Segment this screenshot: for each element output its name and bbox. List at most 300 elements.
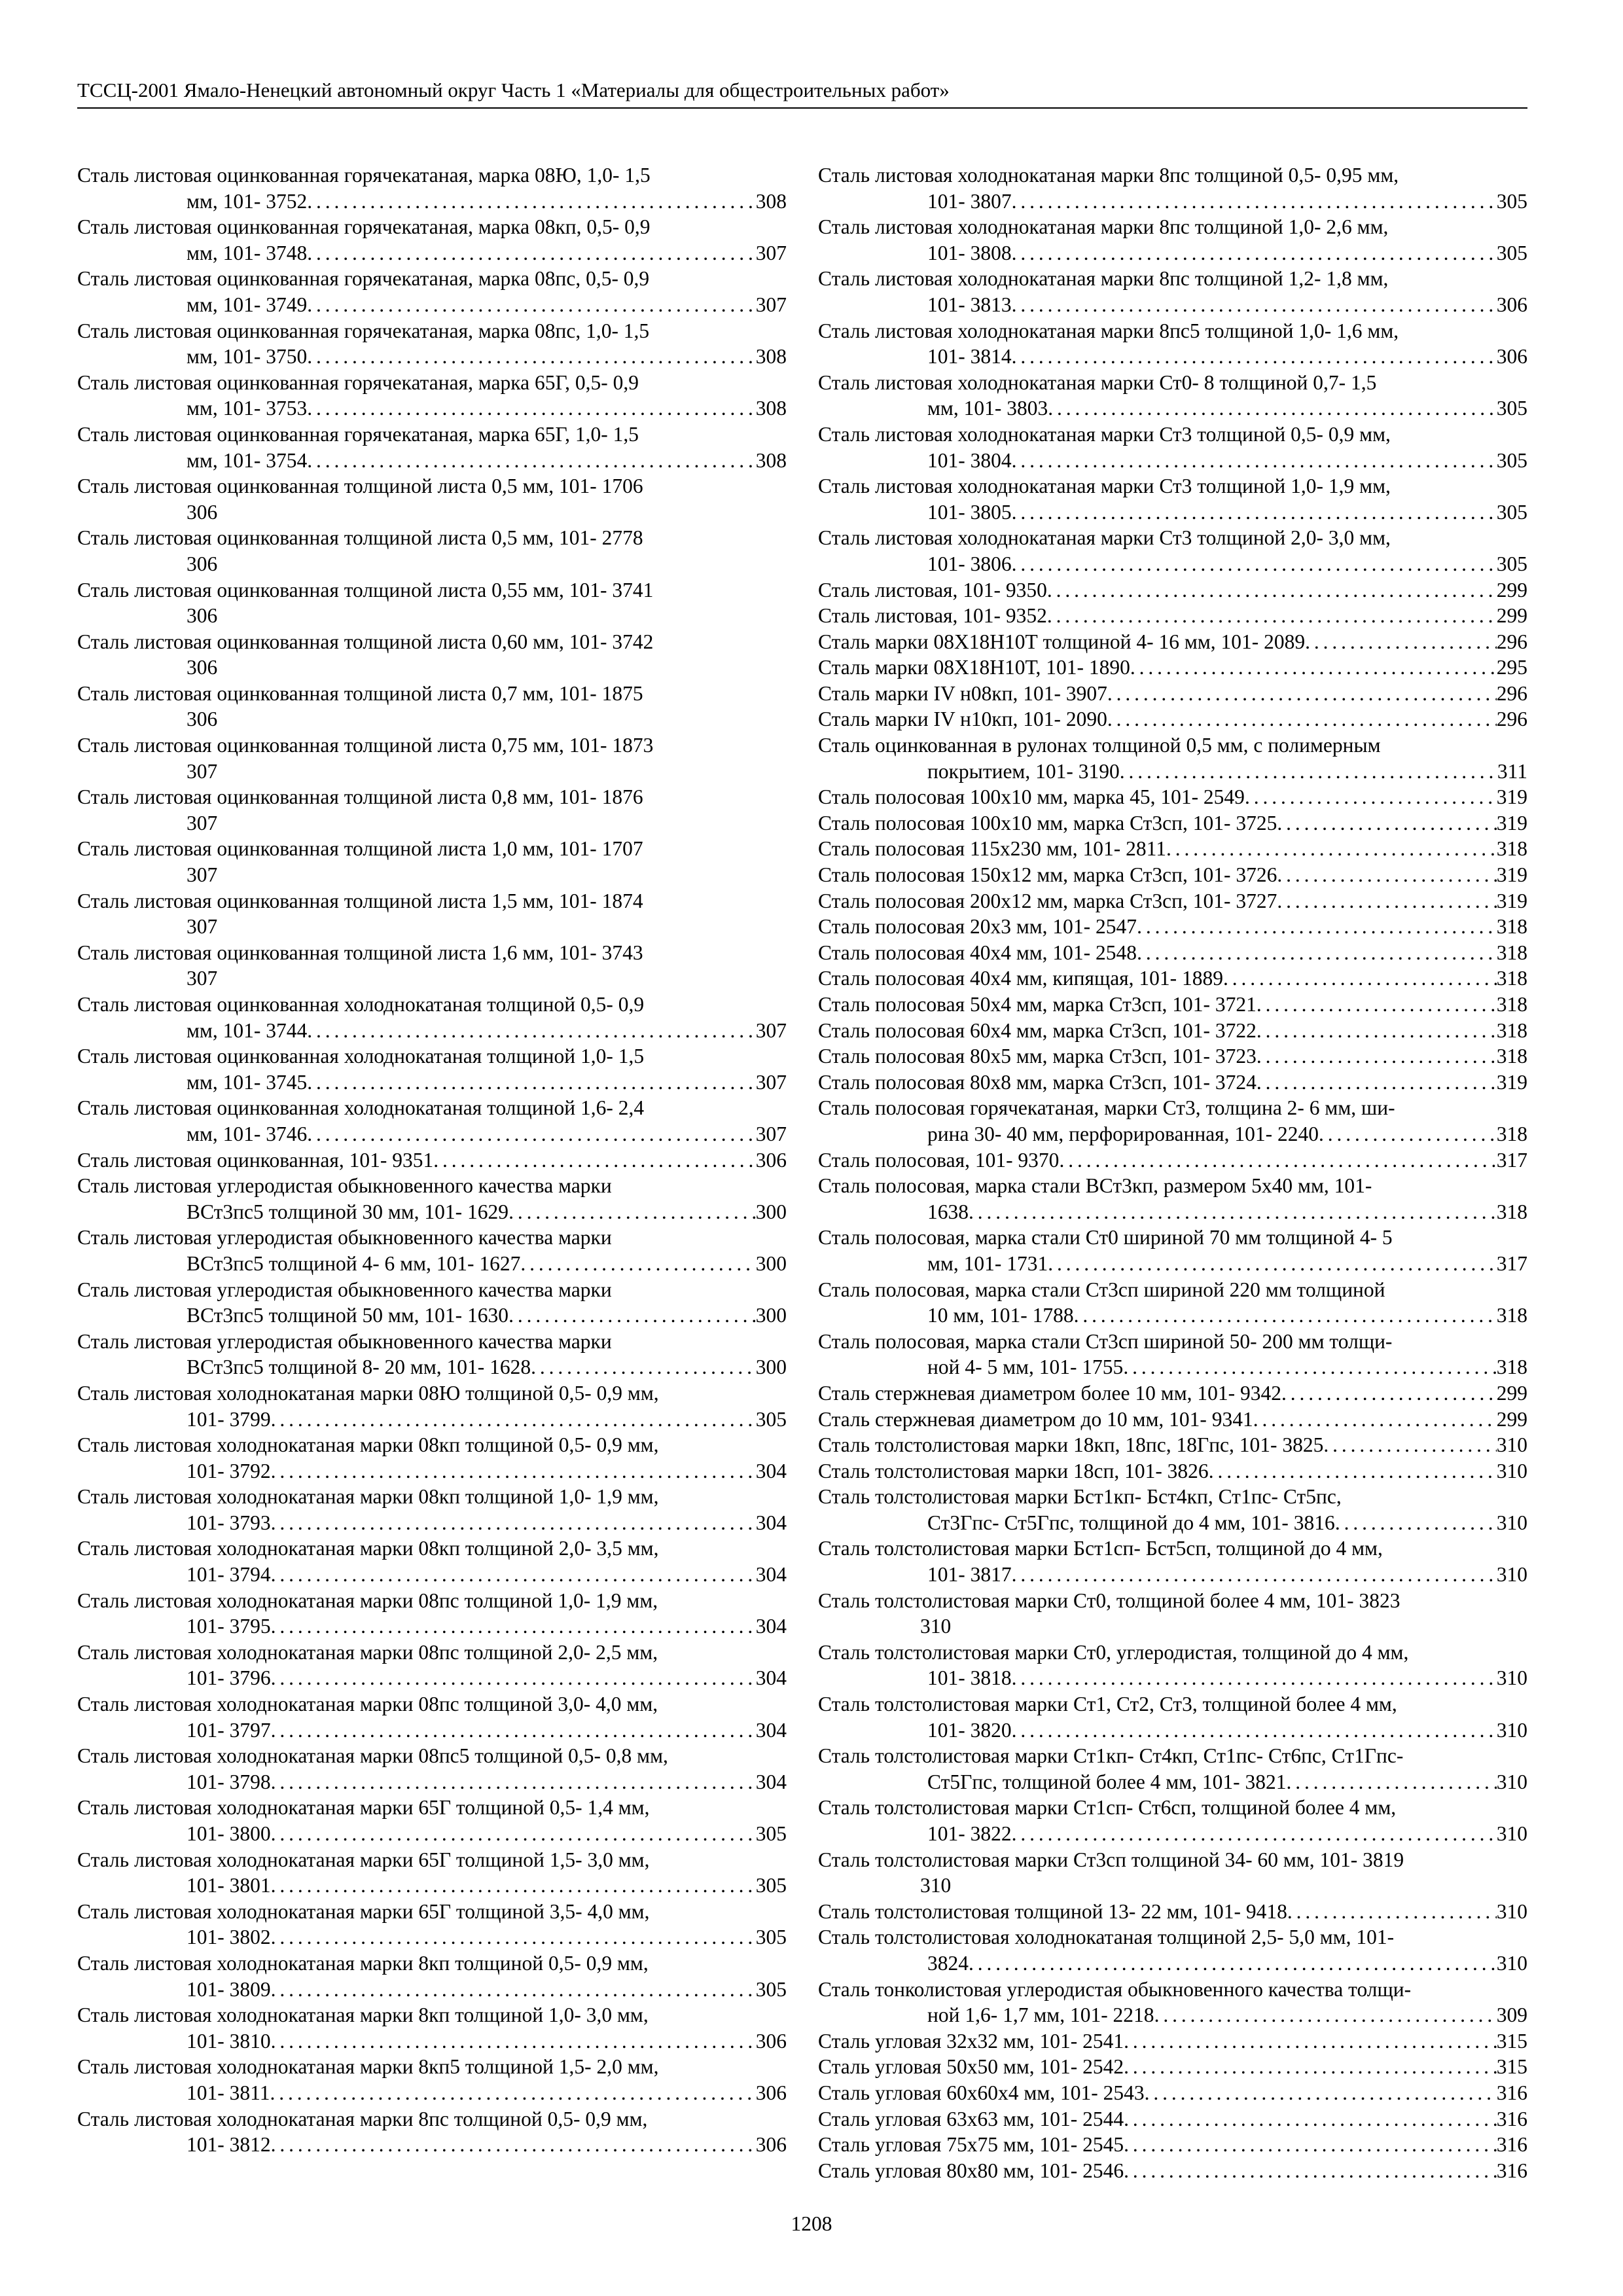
leader-dots (270, 2080, 755, 2106)
index-entry (77, 266, 787, 317)
index-page-ref: 319 (1496, 811, 1527, 834)
index-page-ref: 299 (1496, 1407, 1527, 1431)
index-entry-continuation (77, 1018, 787, 1044)
index-entry-text: Сталь полосовая 115х230 мм, 101- 2811 (818, 837, 1166, 861)
index-entry (77, 1795, 787, 1846)
index-entry-continuation (77, 2132, 787, 2158)
index-page-ref: 318 (1496, 1200, 1527, 1223)
index-entry (77, 318, 787, 370)
leader-dots (271, 1873, 756, 1899)
index-entry-continuation (77, 1873, 787, 1899)
leader-dots (307, 1069, 756, 1096)
index-entry (77, 1743, 787, 1795)
index-entry (818, 1147, 1527, 1174)
index-entry-line (818, 965, 1527, 992)
index-entry-tail: 101- 3810 (187, 2029, 271, 2053)
leader-dots (1012, 344, 1497, 370)
page-footer (0, 2211, 1623, 2237)
index-page-ref: 307 (755, 241, 787, 264)
index-entry (818, 681, 1527, 707)
index-entry (77, 422, 787, 473)
index-entry-text: Сталь листовая углеродистая обыкновенного качества марки (77, 1329, 612, 1353)
index-entry-text: Сталь толстолистовая марки Ст1, Ст2, Ст3, толщиной более 4 мм, (818, 1693, 1397, 1716)
index-entry-tail: 101- 3802 (187, 1926, 271, 1949)
leader-dots (307, 292, 756, 318)
index-entry (818, 370, 1527, 422)
index-entry-tail: 101- 3801 (187, 1874, 271, 1897)
index-entry-tail: 101- 3804 (927, 448, 1012, 472)
index-entry-text: Сталь полосовая 40х4 мм, кипящая, 101- 1889 (818, 967, 1224, 990)
index-entry-text: Сталь листовая холоднокатаная марки 08пс толщиной 3,0- 4,0 мм, (77, 1693, 658, 1716)
index-entry-text: Сталь листовая холоднокатаная марки 08Ю толщиной 0,5- 0,9 мм, (77, 1381, 659, 1405)
index-entry-line (818, 1380, 1527, 1407)
index-entry-text: Сталь угловая 60х60х4 мм, 101- 2543 (818, 2081, 1145, 2104)
index-entry-line (818, 2158, 1527, 2184)
leader-dots (1287, 1769, 1497, 1795)
leader-dots (1223, 965, 1497, 992)
index-page-ref: 305 (1496, 397, 1527, 420)
index-entry-tail: 101- 3809 (187, 1977, 271, 2001)
index-entry-tail: мм, 101- 3750 (187, 345, 308, 368)
leader-dots (307, 188, 756, 215)
index-entry-line (818, 1018, 1527, 1044)
index-entry (77, 888, 787, 940)
index-entry-tail: 101- 3795 (187, 1615, 271, 1638)
index-entry (818, 1535, 1527, 1587)
index-page-ref: 316 (1496, 2081, 1527, 2104)
index-entry-text: Сталь листовая холоднокатаная марки 8пс толщиной 0,5- 0,9 мм, (77, 2107, 648, 2130)
index-entry-text: Сталь толстолистовая марки Ст1сп- Ст6сп, толщиной более 4 мм, (818, 1796, 1397, 1820)
index-page-ref: 296 (1496, 630, 1527, 653)
leader-dots (1287, 1899, 1497, 1925)
index-entry-text: Сталь листовая, 101- 9350 (818, 578, 1047, 601)
index-page-ref: 306 (187, 656, 218, 679)
index-page-ref: 300 (755, 1304, 787, 1327)
index-entry-continuation (77, 1562, 787, 1588)
index-page-ref: 306 (755, 2029, 787, 2053)
index-page-ref: 310 (1496, 1666, 1527, 1690)
leader-dots (1323, 1432, 1496, 1458)
index-entry (818, 992, 1527, 1018)
leader-dots (307, 240, 756, 266)
index-page-ref: 307 (755, 1018, 787, 1042)
index-page-ref: 306 (187, 604, 218, 628)
leader-dots (1124, 2028, 1497, 2054)
index-entry-text: Сталь листовая холоднокатаная марки Ст3 толщиной 2,0- 3,0 мм, (818, 526, 1391, 550)
index-page-ref: 319 (1496, 1070, 1527, 1094)
leader-dots (1245, 784, 1497, 810)
index-entry-text: Сталь листовая оцинкованная толщиной листа 0,5 мм, 101- 2778 (77, 526, 643, 550)
leader-dots (1257, 1043, 1497, 1069)
index-entry-tail: 101- 3792 (187, 1459, 271, 1482)
index-entry (77, 681, 787, 732)
index-entry (818, 1795, 1527, 1846)
index-page-ref: 307 (187, 967, 218, 990)
index-entry-text: Сталь листовая оцинкованная толщиной листа 0,5 мм, 101- 1706 (77, 475, 643, 498)
index-entry-tail: 101- 3820 (927, 1718, 1012, 1742)
index-entry (818, 732, 1527, 784)
index-page-ref: 308 (755, 397, 787, 420)
index-page-ref: 310 (1496, 1459, 1527, 1482)
index-page-ref: 307 (187, 811, 218, 834)
index-entry-continuation (818, 759, 1527, 785)
index-page-ref: 307 (187, 915, 218, 939)
index-entry-tail: ной 1,6- 1,7 мм, 101- 2218 (927, 2003, 1154, 2027)
index-page-ref: 308 (755, 189, 787, 213)
index-entry (818, 603, 1527, 629)
index-page-ref: 306 (187, 552, 218, 575)
leader-dots (307, 1121, 756, 1147)
leader-dots (1123, 1354, 1496, 1380)
leader-dots (531, 1354, 756, 1380)
index-entry-continuation (77, 1821, 787, 1847)
index-page-ref: 310 (1496, 1718, 1527, 1742)
index-entry (818, 784, 1527, 810)
index-entry-line (818, 577, 1527, 603)
leader-dots (271, 1977, 756, 2003)
leader-dots (271, 2028, 756, 2054)
index-page-ref: 310 (1496, 1433, 1527, 1457)
index-entry (77, 1950, 787, 2002)
index-entry-line (818, 1899, 1527, 1925)
index-entry-tail: мм, 101- 3746 (187, 1122, 308, 1145)
leader-dots (1277, 888, 1496, 914)
index-entry-tail: 101- 3813 (927, 293, 1012, 316)
index-entry-text: Сталь листовая холоднокатаная марки 8пс толщиной 0,5- 0,95 мм, (818, 164, 1399, 187)
index-entry-text: Сталь листовая оцинкованная толщиной листа 0,7 мм, 101- 1875 (77, 681, 643, 705)
leader-dots (1048, 1251, 1497, 1277)
leader-dots (1124, 2132, 1497, 2158)
index-entry-text: Сталь толстолистовая марки Ст0, толщиной более 4 мм, 101- 3823 (818, 1588, 1400, 1612)
index-entry-continuation (77, 1458, 787, 1484)
index-page-ref: 317 (1496, 1251, 1527, 1275)
index-entry-text: Сталь полосовая 80х5 мм, марка Ст3сп, 101- 3723 (818, 1045, 1257, 1068)
index-page-ref: 317 (1496, 1148, 1527, 1172)
leader-dots (1124, 2054, 1497, 2080)
index-entry (818, 1432, 1527, 1458)
index-page-ref: 307 (187, 863, 218, 887)
leader-dots (271, 1821, 756, 1847)
index-entry-tail: ВСт3пс5 толщиной 50 мм, 101- 1630 (187, 1304, 509, 1327)
index-entry-line (818, 2132, 1527, 2158)
leader-dots (1305, 629, 1497, 655)
leader-dots (271, 1665, 756, 1691)
index-entry (818, 2028, 1527, 2054)
index-entry-tail: мм, 101- 3749 (187, 293, 308, 316)
leader-dots (1012, 188, 1497, 215)
index-entry-text: Сталь угловая 50х50 мм, 101- 2542 (818, 2055, 1124, 2079)
index-entry-continuation (77, 1251, 787, 1277)
index-entry-line (818, 706, 1527, 732)
index-page-ref: 308 (755, 345, 787, 368)
leader-dots (1012, 240, 1497, 266)
index-page-ref: 315 (1496, 2029, 1527, 2053)
index-entry-text: Сталь листовая оцинкованная толщиной листа 1,0 мм, 101- 1707 (77, 837, 643, 861)
index-entry-tail: ной 4- 5 мм, 101- 1755 (927, 1355, 1124, 1379)
index-page-ref: 318 (1496, 1355, 1527, 1379)
index-entry (818, 914, 1527, 940)
index-page-ref: 318 (1496, 837, 1527, 861)
index-entry (818, 1018, 1527, 1044)
index-entry-text: Сталь толстолистовая марки 18кп, 18пс, 18Гпс, 101- 3825 (818, 1433, 1324, 1457)
index-entry-text: Сталь листовая холоднокатаная марки 65Г толщиной 1,5- 3,0 мм, (77, 1848, 650, 1871)
index-entry (818, 940, 1527, 966)
index-entry-text: Сталь полосовая 80х8 мм, марка Ст3сп, 101- 3724 (818, 1070, 1257, 1094)
index-page-ref: 316 (1496, 2133, 1527, 2157)
leader-dots (271, 1510, 756, 1536)
index-entry-tail: покрытием, 101- 3190 (927, 759, 1120, 783)
leader-dots (1253, 1407, 1497, 1433)
index-entry (818, 1380, 1527, 1407)
index-entry-text: Сталь угловая 80х80 мм, 101- 2546 (818, 2159, 1124, 2182)
index-entry (818, 1043, 1527, 1069)
index-entry-continuation (77, 1407, 787, 1433)
index-entry-line (818, 2028, 1527, 2054)
index-page-ref: 305 (1496, 552, 1527, 575)
index-entry (818, 1095, 1527, 1147)
leader-dots (1137, 914, 1497, 940)
leader-dots (1257, 992, 1497, 1018)
index-entry (818, 473, 1527, 525)
index-entry (818, 1407, 1527, 1433)
index-page-ref: 307 (755, 293, 787, 316)
leader-dots (271, 1458, 756, 1484)
leader-dots (969, 1199, 1497, 1225)
index-entry-text: Сталь полосовая, 101- 9370 (818, 1148, 1060, 1172)
leader-dots (1012, 1821, 1497, 1847)
leader-dots (271, 1613, 756, 1640)
index-page-ref: 304 (755, 1459, 787, 1482)
index-entry-continuation (818, 499, 1527, 526)
index-entry-continuation (77, 2080, 787, 2106)
index-entry-line (77, 1147, 787, 1174)
index-page-ref: 305 (755, 1977, 787, 2001)
leader-dots (271, 1562, 756, 1588)
index-entry-line (818, 784, 1527, 810)
index-entry (818, 1924, 1527, 1976)
index-page-ref: 316 (1496, 2159, 1527, 2182)
index-entry-text: Сталь толстолистовая толщиной 13- 22 мм, 101- 9418 (818, 1899, 1287, 1923)
leader-dots (1124, 2158, 1497, 2184)
index-page-ref: 318 (1496, 967, 1527, 990)
index-entry-continuation (77, 1354, 787, 1380)
index-entry-line (818, 655, 1527, 681)
index-page-ref: 319 (1496, 863, 1527, 887)
index-entry-continuation (818, 292, 1527, 318)
index-entry-line (818, 992, 1527, 1018)
index-entry-continuation (77, 2028, 787, 2054)
index-page-ref: 299 (1496, 604, 1527, 628)
index-entry (77, 629, 787, 681)
leader-dots (1048, 395, 1497, 422)
index-entry-tail: 101- 3798 (187, 1770, 271, 1793)
index-entry-tail: мм, 101- 3753 (187, 397, 308, 420)
index-page-ref: 308 (755, 448, 787, 472)
index-entry-text: Сталь листовая углеродистая обыкновенного качества марки (77, 1226, 612, 1249)
leader-dots (508, 1302, 756, 1329)
index-page-ref: 306 (755, 2133, 787, 2157)
index-entry (818, 1977, 1527, 2028)
index-entry-text: Сталь листовая оцинкованная толщиной листа 0,60 мм, 101- 3742 (77, 630, 654, 653)
index-page-ref: 310 (1496, 1511, 1527, 1534)
index-entry-text: Сталь листовая холоднокатаная марки 08кп толщиной 0,5- 0,9 мм, (77, 1433, 659, 1457)
leader-dots (1154, 2002, 1497, 2028)
leader-dots (271, 1924, 756, 1950)
index-entry-text: Сталь полосовая 50х4 мм, марка Ст3сп, 101- 3721 (818, 993, 1257, 1016)
index-entry-continuation (818, 1769, 1527, 1795)
index-entry-tail: 101- 3806 (927, 552, 1012, 575)
index-entry-continuation (77, 1977, 787, 2003)
index-page-ref: 305 (755, 1822, 787, 1845)
index-entry (818, 1743, 1527, 1795)
index-entry-text: Сталь толстолистовая марки Бст1сп- Бст5сп, толщиной до 4 мм, (818, 1537, 1383, 1560)
leader-dots (1074, 1302, 1497, 1329)
index-entry (818, 422, 1527, 473)
index-page-ref: 300 (755, 1200, 787, 1223)
index-entry (77, 1147, 787, 1174)
index-entry-text: Сталь листовая углеродистая обыкновенного качества марки (77, 1278, 612, 1301)
index-entry-text: Сталь полосовая 60х4 мм, марка Ст3сп, 101- 3722 (818, 1018, 1257, 1042)
index-page-ref: 306 (1496, 293, 1527, 316)
index-entry (818, 1329, 1527, 1380)
index-entry (77, 784, 787, 836)
index-entry (77, 525, 787, 577)
index-entry (818, 1458, 1527, 1484)
index-entry-text: Сталь листовая оцинкованная холоднокатаная толщиной 1,6- 2,4 (77, 1096, 645, 1120)
index-entry-tail: ВСт3пс5 толщиной 4- 6 мм, 101- 1627 (187, 1251, 521, 1275)
index-entry-continuation (77, 1924, 787, 1950)
index-entry-tail: 101- 3811 (187, 2081, 270, 2104)
index-entry (818, 1640, 1527, 1691)
index-entry (818, 2158, 1527, 2184)
index-page-ref: 316 (1496, 2107, 1527, 2130)
index-entry-continuation (818, 1251, 1527, 1277)
index-entry (77, 1225, 787, 1276)
index-page-ref: 319 (1496, 785, 1527, 809)
index-page-ref: 300 (755, 1355, 787, 1379)
index-page-ref: 310 (1496, 1899, 1527, 1923)
index-entry-continuation (77, 448, 787, 474)
index-entry-text: Сталь листовая оцинкованная толщиной листа 0,75 мм, 101- 1873 (77, 734, 654, 757)
index-entry-tail: 101- 3799 (187, 1407, 271, 1431)
index-entry (818, 1847, 1527, 1899)
index-entry (818, 836, 1527, 862)
index-entry-text: Сталь полосовая 20х3 мм, 101- 2547 (818, 915, 1137, 939)
index-entry (818, 1899, 1527, 1925)
index-entry (77, 1380, 787, 1432)
index-entry-continuation (77, 1069, 787, 1096)
index-entry-text: Сталь листовая оцинкованная горячекатаная, марка 08Ю, 1,0- 1,5 (77, 164, 651, 187)
index-entry-tail: Ст3Гпс- Ст5Гпс, толщиной до 4 мм, 101- 3816 (927, 1511, 1335, 1534)
leader-dots (1145, 2080, 1497, 2106)
index-page-ref: 315 (1496, 2055, 1527, 2079)
index-entry-text: Сталь полосовая 100х10 мм, марка 45, 101- 2549 (818, 785, 1245, 809)
index-entry-tail: 101- 3817 (927, 1563, 1012, 1587)
index-page-ref: 307 (755, 1070, 787, 1094)
index-entry-line (818, 914, 1527, 940)
index-entry-text: Сталь листовая холоднокатаная марки 8кп толщиной 1,0- 3,0 мм, (77, 2003, 649, 2027)
index-entry (77, 577, 787, 629)
index-page-ref: 299 (1496, 578, 1527, 601)
index-entry-text: Сталь листовая холоднокатаная марки 08пс толщиной 1,0- 1,9 мм, (77, 1588, 658, 1612)
index-entry-text: Сталь листовая холоднокатаная марки Ст3 толщиной 1,0- 1,9 мм, (818, 475, 1391, 498)
index-entry (818, 266, 1527, 317)
index-page-ref: 304 (755, 1770, 787, 1793)
index-entry (77, 1432, 787, 1484)
index-entry-line (818, 603, 1527, 629)
page-header (77, 77, 1527, 109)
index-entry (77, 1043, 787, 1095)
leader-dots (1107, 681, 1497, 707)
index-entry-text: Сталь полосовая, марка стали ВСт3кп, размером 5х40 мм, 101- (818, 1174, 1372, 1198)
index-entry-line (818, 681, 1527, 707)
index-entry-tail: мм, 101- 3744 (187, 1018, 308, 1042)
index-entry-line (818, 1043, 1527, 1069)
index-entry-tail: ВСт3пс5 толщиной 30 мм, 101- 1629 (187, 1200, 509, 1223)
index-entry-text: Сталь листовая холоднокатаная марки 8пс толщиной 1,0- 2,6 мм, (818, 215, 1389, 239)
leader-dots (1277, 862, 1496, 888)
index-entry-continuation (77, 1302, 787, 1329)
leader-dots (1137, 940, 1497, 966)
index-entry-continuation (818, 2002, 1527, 2028)
index-page-ref: 304 (755, 1563, 787, 1587)
index-entry-continuation (818, 1121, 1527, 1147)
index-page-ref: 318 (1496, 1122, 1527, 1145)
index-entry-text: Сталь стержневая диаметром до 10 мм, 101- 9341 (818, 1407, 1253, 1431)
leader-dots (1124, 2106, 1497, 2132)
index-entry (818, 629, 1527, 655)
index-entry (77, 2054, 787, 2106)
index-entry (818, 706, 1527, 732)
leader-dots (1012, 292, 1497, 318)
index-entry-text: Сталь листовая холоднокатаная марки 8пс толщиной 1,2- 1,8 мм, (818, 267, 1389, 291)
index-entry-continuation (818, 1562, 1527, 1588)
page-number: 1208 (791, 2212, 832, 2235)
index-entry-text: Сталь листовая оцинкованная горячекатаная, марка 65Г, 1,0- 1,5 (77, 422, 639, 446)
index-entry-continuation (77, 1769, 787, 1795)
index-entry (77, 1329, 787, 1380)
index-entry-line (818, 940, 1527, 966)
index-entry (818, 965, 1527, 992)
index-entry-text: Сталь угловая 75х75 мм, 101- 2545 (818, 2133, 1124, 2157)
index-entry-tail: 101- 3797 (187, 1718, 271, 1742)
index-entry (818, 810, 1527, 836)
index-entry (77, 1095, 787, 1147)
index-page-ref: 299 (1496, 1381, 1527, 1405)
index-entry (77, 1588, 787, 1640)
index-entry (77, 2106, 787, 2158)
index-page-ref: 310 (1496, 1770, 1527, 1793)
index-entry-continuation (818, 395, 1527, 422)
index-entry-text: Сталь марки 08Х18Н10Т, 101- 1890 (818, 656, 1130, 679)
index-entry (77, 1847, 787, 1899)
index-entry (818, 2106, 1527, 2132)
index-entry-text: Сталь угловая 32х32 мм, 101- 2541 (818, 2029, 1124, 2053)
index-entry (77, 1535, 787, 1587)
index-entry-continuation (818, 1199, 1527, 1225)
leader-dots (1012, 1665, 1497, 1691)
leader-dots (271, 1769, 756, 1795)
index-entry-text: Сталь листовая холоднокатаная марки 65Г толщиной 3,5- 4,0 мм, (77, 1899, 650, 1923)
index-entry-text: Сталь толстолистовая марки Ст0, углеродистая, толщиной до 4 мм, (818, 1640, 1409, 1664)
index-page-ref: 318 (1496, 993, 1527, 1016)
index-page-ref: 309 (1496, 2003, 1527, 2027)
index-entry-continuation (818, 1950, 1527, 1977)
index-page-ref: 305 (1496, 189, 1527, 213)
index-page-ref: 310 (1496, 1563, 1527, 1587)
index-page-ref: 311 (1497, 759, 1527, 783)
index-entry-continuation (818, 1665, 1527, 1691)
